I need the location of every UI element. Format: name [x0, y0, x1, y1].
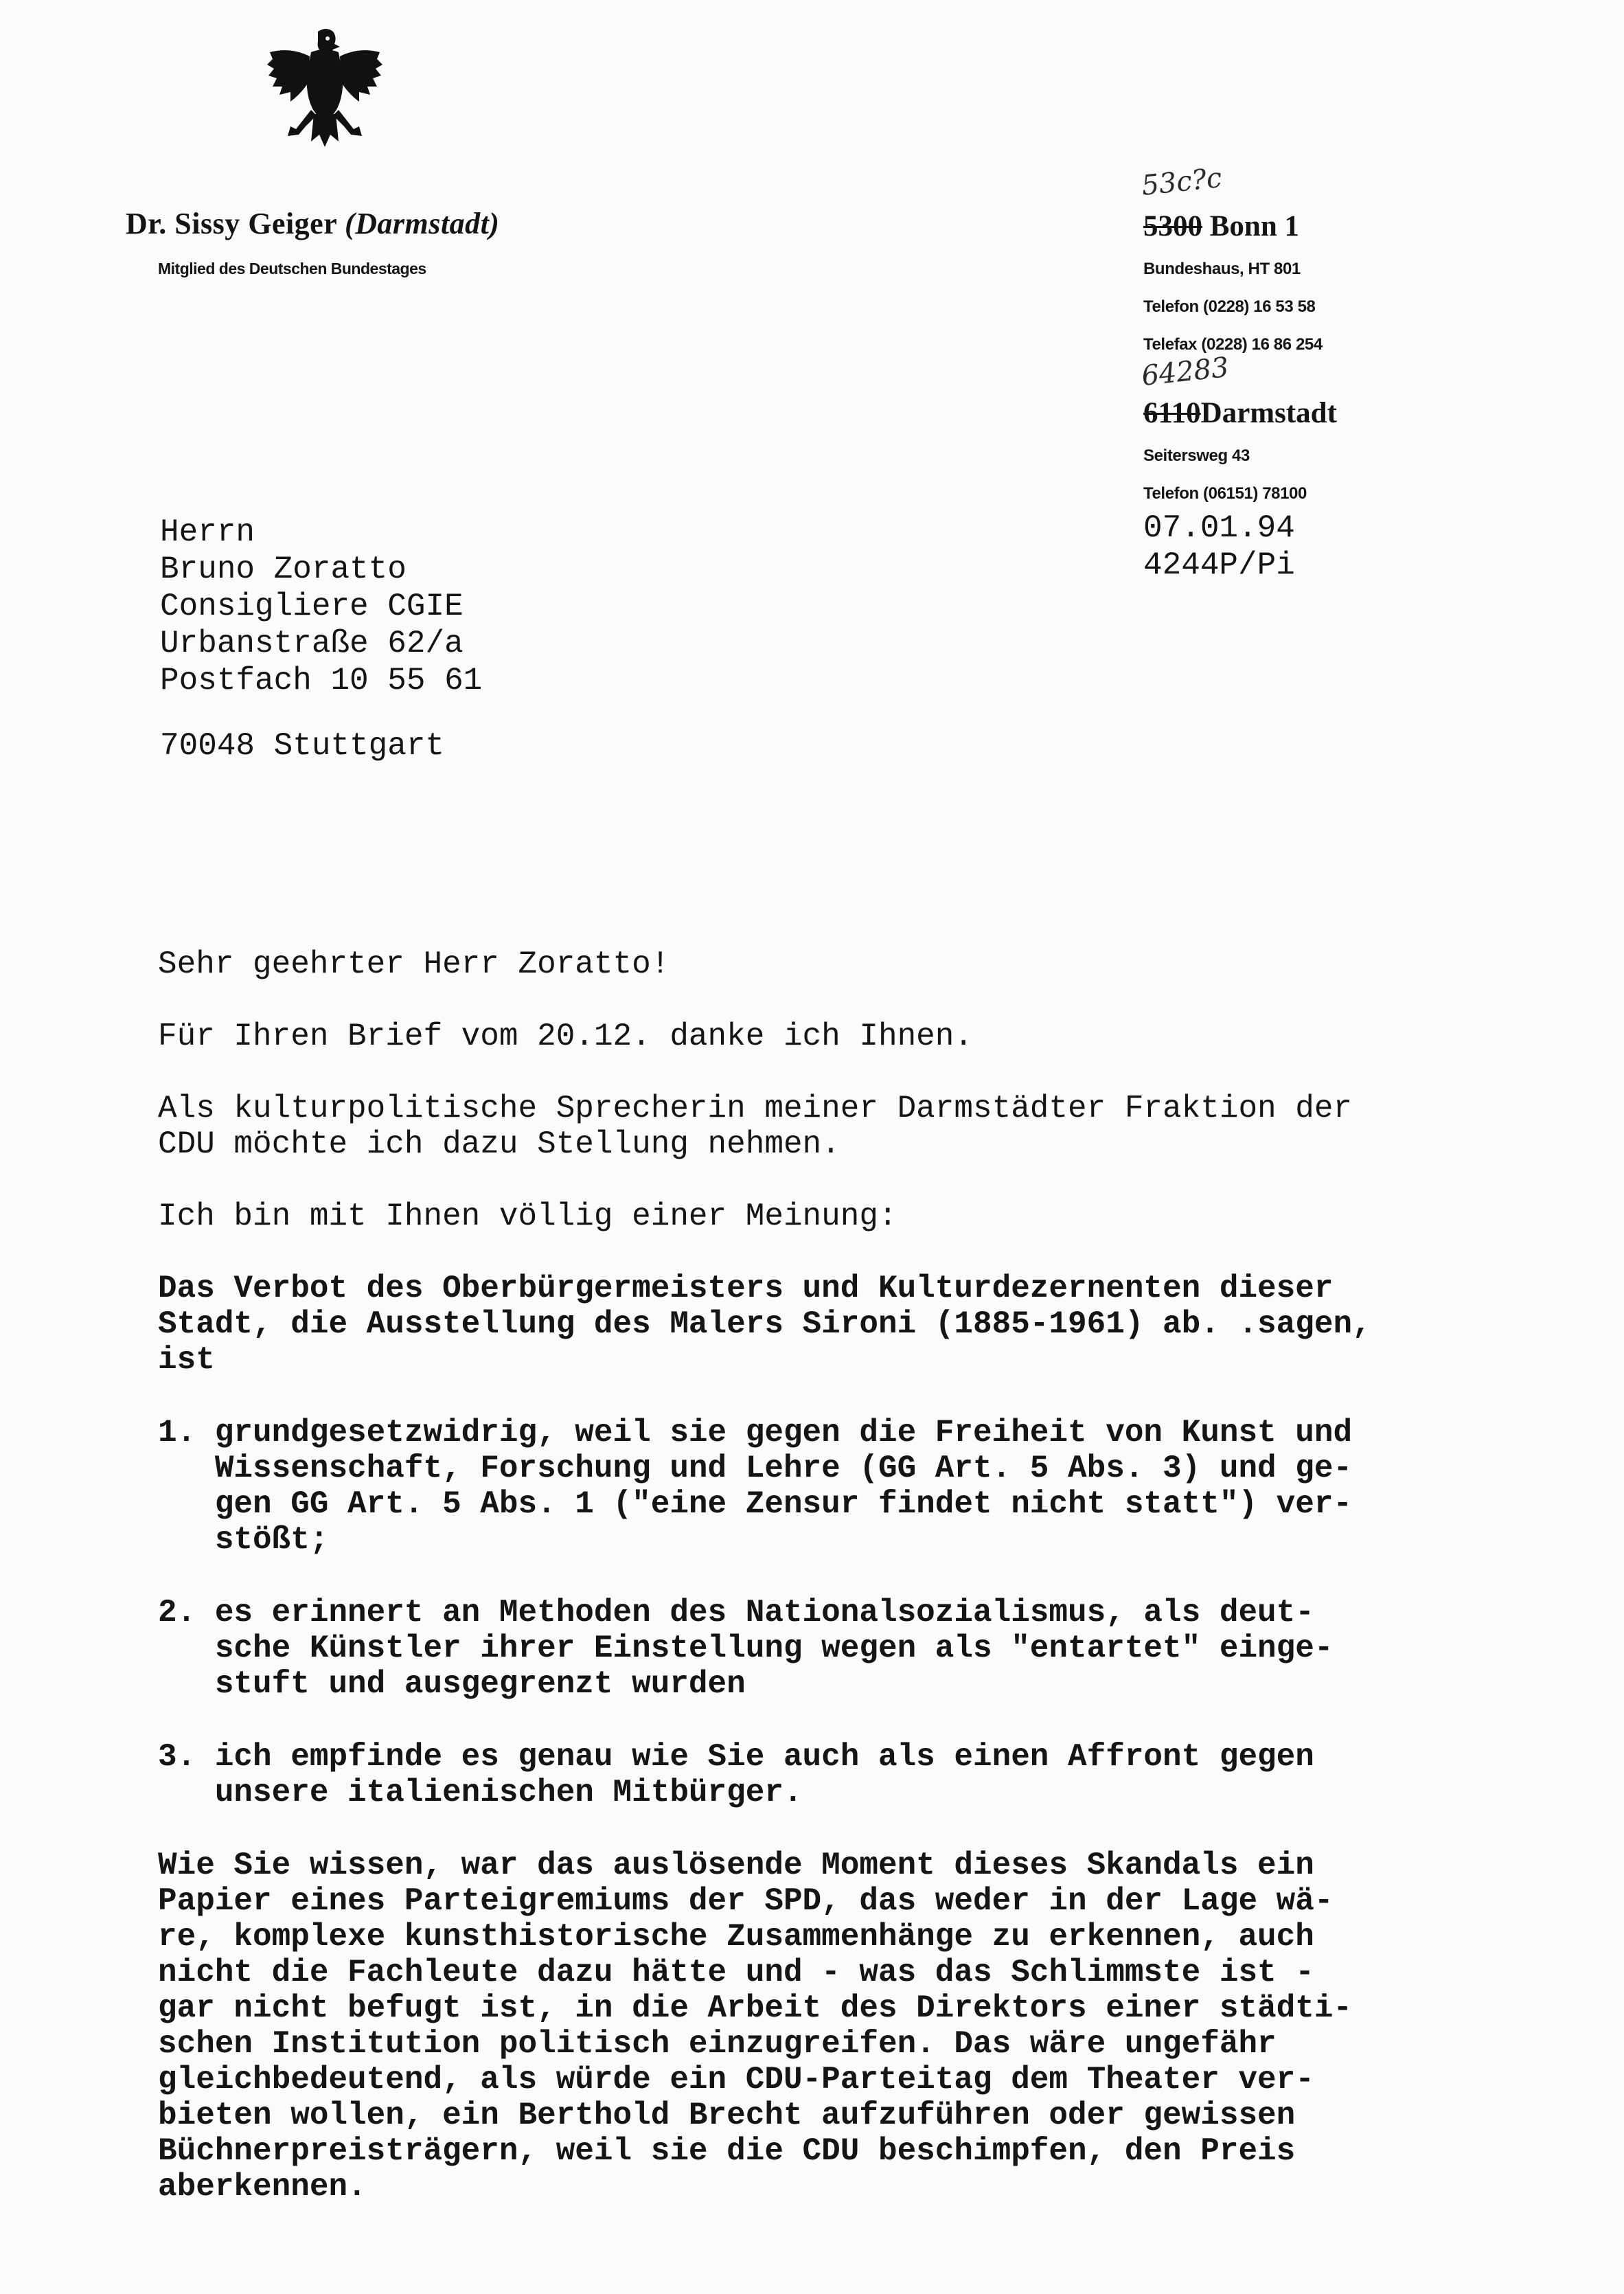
paragraph-ban: Das Verbot des Oberbürgermeisters und Kulturdezernenten dieser Stadt, die Ausstellung des Malers Sironi (1885-1961) ab. .sagen, ist: [158, 1271, 1371, 1378]
darmstadt-city: Darmstadt: [1200, 397, 1337, 429]
bonn-handwritten-code: 53c?c: [1140, 162, 1224, 202]
recipient-name: Bruno Zoratto: [160, 552, 407, 587]
recipient-salutation: Herrn: [160, 514, 255, 550]
bonn-address: Bundeshaus, HT 801: [1143, 260, 1301, 278]
bonn-city: Bonn 1: [1209, 210, 1300, 242]
darmstadt-street: Seitersweg 43: [1143, 446, 1250, 465]
recipient-city: 70048 Stuttgart: [160, 728, 445, 764]
list-item-3: 3. ich empfinde es genau wie Sie auch als einen Affront gegen unsere italienischen Mitbürger.: [158, 1739, 1314, 1810]
paragraph-scandal: Wie Sie wissen, war das auslösende Moment dieses Skandals ein Papier eines Parteigremiums der SPD, das weder in der Lage wä- re, komplexe kunsthistorische Zusammenhänge zu erkennen, auch nicht die Fachleute dazu hätte und - was das Schlimmste ist - gar nicht befugt ist, in die Arbeit des Direktors einer städti- schen Institution politisch einzugreifen. Das wäre ungefähr gleichbedeutend, als würde ein CDU-Parteitag dem Theater ver- bieten wollen, ein Berthold Brecht aufzuführen oder gewissen Büchnerpreisträgern, weil sie die CDU beschimpfen, den Preis aberkennen.: [158, 1848, 1353, 2205]
sender-name-text: Dr. Sissy Geiger: [126, 207, 337, 240]
sender-subtitle: Mitglied des Deutschen Bundestages: [158, 260, 426, 277]
darmstadt-city-line: [1143, 396, 1337, 430]
recipient-title: Consigliere CGIE: [160, 589, 464, 624]
letter-greeting: Sehr geehrter Herr Zoratto!: [158, 946, 670, 982]
federal-eagle-icon: [263, 26, 387, 160]
recipient-street: Urbanstraße 62/a: [160, 626, 464, 661]
bonn-postcode-struck: 5300: [1143, 210, 1202, 242]
sender-name: [126, 206, 499, 241]
paragraph-agreement: Ich bin mit Ihnen völlig einer Meinung:: [158, 1199, 897, 1234]
paragraph-thanks: Für Ihren Brief vom 20.12. danke ich Ihnen.: [158, 1019, 973, 1054]
recipient-address: [160, 514, 482, 699]
paragraph-position: Als kulturpolitische Sprecherin meiner Darmstädter Fraktion der CDU möchte ich dazu Stellung nehmen.: [158, 1091, 1353, 1162]
letter-date: 07.01.94: [1143, 510, 1295, 546]
bonn-fax: Telefax (0228) 16 86 254: [1143, 335, 1323, 354]
darmstadt-postcode-struck: 6110: [1143, 397, 1201, 429]
recipient-po-box: Postfach 10 55 61: [160, 663, 483, 699]
date-reference-block: [1143, 510, 1295, 584]
darmstadt-handwritten-code: 64283: [1140, 351, 1231, 392]
bonn-city-line: [1143, 209, 1299, 243]
list-item-1: 1. grundgesetzwidrig, weil sie gegen die Freiheit von Kunst und Wissenschaft, Forschung und Lehre (GG Art. 5 Abs. 3) und ge- gen GG Art. 5 Abs. 1 ("eine Zensur findet nicht statt") ver- stößt;: [158, 1415, 1353, 1558]
letter-reference: 4244P/Pi: [1143, 547, 1295, 583]
list-item-2: 2. es erinnert an Methoden des Nationalsozialismus, als deut- sche Künstler ihrer Einstellung wegen als "entartet" einge- stuft und ausgegrenzt wurden: [158, 1595, 1334, 1702]
bonn-phone: Telefon (0228) 16 53 58: [1143, 297, 1316, 316]
darmstadt-phone: Telefon (06151) 78100: [1143, 484, 1307, 503]
sender-city: (Darmstadt): [344, 207, 500, 240]
